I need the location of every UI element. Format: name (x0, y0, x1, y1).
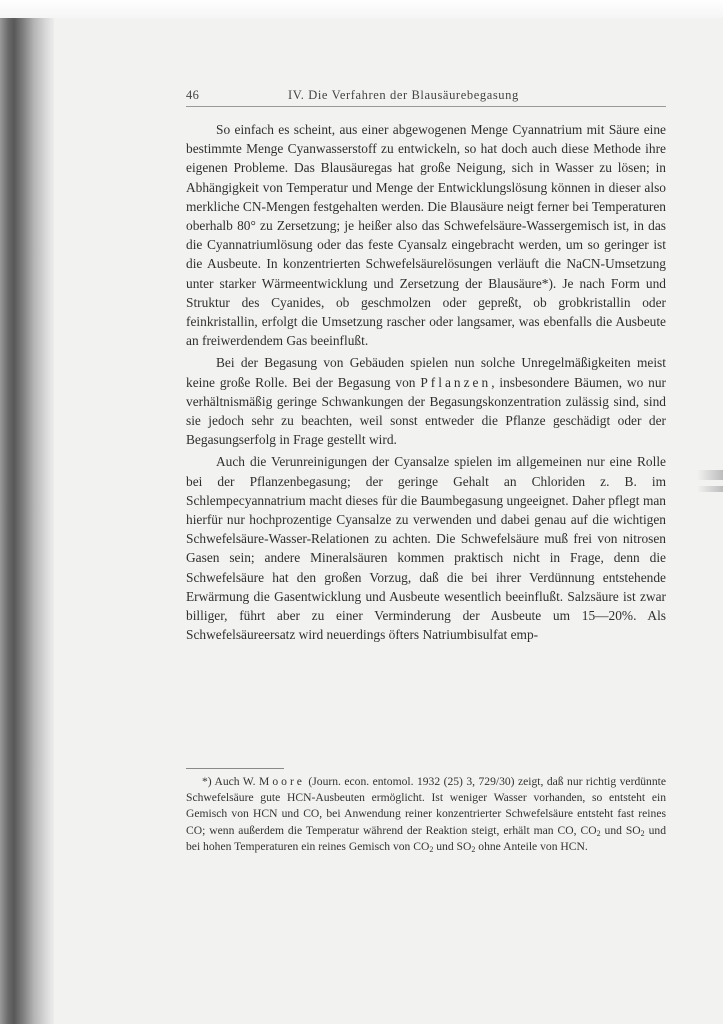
paragraph: So einfach es scheint, aus einer abgewogenen Menge Cyannatrium mit Säure eine bestimmte Menge Cyanwasserstoff zu entwickeln, so hat doch auch diese Methode ihre eigenen Probleme. Das Blausäuregas hat große Neigung, sich in Wasser zu lösen; in Abhängigkeit von Temperatur und Menge der Entwicklungslösung können in dieser also merkliche CN-Mengen festgehalten werden. Die Blausäure neigt ferner bei Temperaturen oberhalb 80° zu Zersetzung; je heißer also das Schwefelsäure-Wassergemisch ist, in das die Cyannatriumlösung oder das feste Cyansalz eingebracht werden, um so geringer ist die Ausbeute. In konzentrierten Schwefelsäurelösungen verläuft die NaCN-Umsetzung unter starker Wärmeentwicklung und Zersetzung der Blausäure*). Je nach Form und Struktur des Cyanides, ob geschmolzen oder gepreßt, ob grobkristallin oder feinkristallin, erfolgt die Umsetzung rascher oder langsamer, was ebenfalls die Ausbeute an freiwerdendem Gas beeinflußt. (186, 122, 666, 349)
emphasized-term: Pflanzen (420, 374, 492, 390)
text-run: und SO (436, 839, 472, 853)
subscript: 2 (596, 828, 601, 838)
page-edge-mark (697, 486, 723, 492)
text-run: (Journ. econ. entomol. 1932 (25) 3, 729/30) zeigt, daß nur richtig verdünnte Schwefelsäure gute HCN-Ausbeuten ermöglicht. Ist weniger Wasser vorhanden, so entsteht ein Gemisch von HCN und CO, bei Anwendung reiner konzentrierter Schwefelsäure entsteht fast reines CO; wenn außerdem die Temperatur während der Reaktion steigt, erhält man CO, CO (186, 775, 666, 837)
page-number: 46 (186, 88, 200, 102)
text-run: ohne Anteile von HCN. (478, 839, 588, 853)
running-title: IV. Die Verfahren der Blausäurebegasung (288, 88, 519, 102)
text-run: und bei hohen Temperaturen ein reines Gemisch von CO (186, 823, 666, 853)
body-text (186, 120, 666, 647)
subscript: 2 (640, 828, 645, 838)
book-binding-edge (0, 18, 54, 1024)
footnote-author: Moore (259, 775, 305, 788)
footnote-marker: *) Auch W. (202, 775, 256, 788)
scan-top-margin (0, 0, 723, 18)
text-run: Bei der Begasung von Gebäuden spielen nun solche Unregelmäßigkeiten meist keine große Rolle. Bei der Begasung von (186, 355, 666, 390)
footnote-paragraph (186, 774, 666, 855)
text-run: , insbesondere Bäumen, wo nur verhältnismäßig geringe Schwankungen der Begasungskonzentration zulässig sind, sind sie jedoch sehr zu beachten, weil sonst entweder die Pflanze geschädigt oder der Begasungserfolg in Frage gestellt wird. (186, 374, 666, 448)
running-header (186, 88, 666, 106)
footnote (186, 774, 666, 855)
footnote-rule (186, 768, 284, 769)
paragraph (186, 353, 666, 449)
header-rule (186, 106, 666, 107)
subscript: 2 (471, 844, 476, 854)
subscript: 2 (429, 844, 434, 854)
page-edge-mark (697, 470, 723, 480)
text-run: und SO (604, 823, 641, 837)
paragraph: Auch die Verunreinigungen der Cyansalze spielen im allgemeinen nur eine Rolle bei der Pflanzenbegasung; der geringe Gehalt an Chloriden z. B. im Schlempecyannatrium macht dieses für die Baumbegasung ungeeignet. Daher pflegt man hierfür nur hochprozentige Cyansalze zu verwenden und dabei genau auf die wichtigen Schwefelsäure-Wasser-Relationen zu achten. Die Schwefelsäure muß frei von nitrosen Gasen sein; andere Mineralsäuren kommen praktisch nicht in Frage, denn die Schwefelsäure hat den großen Vorzug, daß die bei ihrer Verdünnung entstehende Erwärmung die Gasentwicklung und Ausbeute wesentlich beeinflußt. Salzsäure ist zwar billiger, führt aber zu einer Verminderung der Ausbeute um 15—20%. Als Schwefelsäureersatz wird neuerdings öfters Natriumbisulfat emp- (186, 454, 666, 643)
